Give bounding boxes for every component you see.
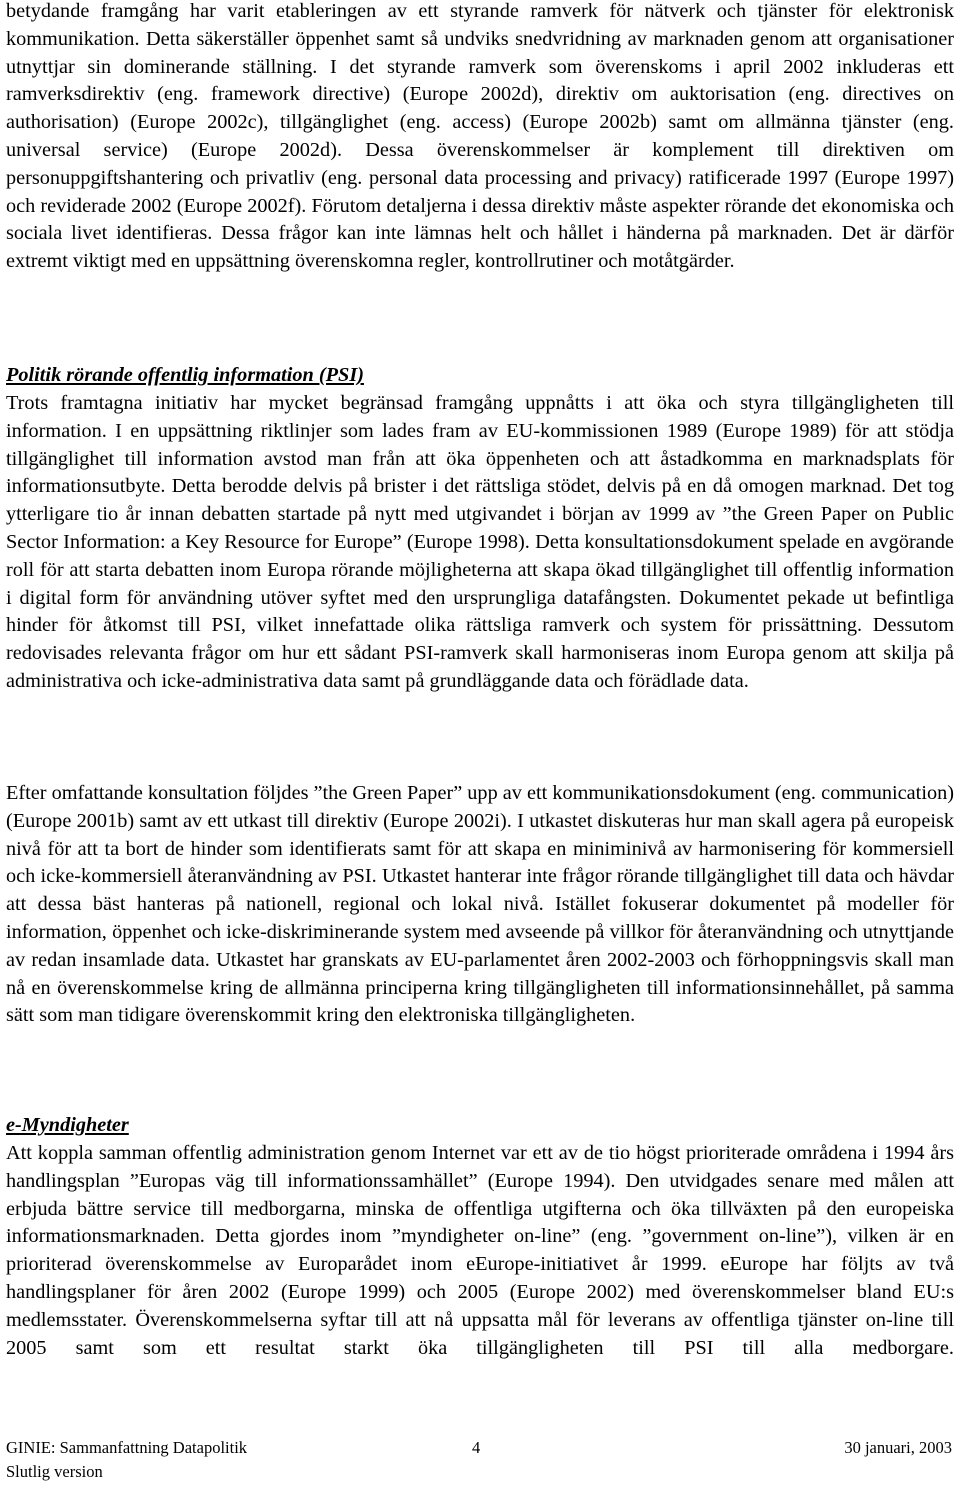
paragraph-psi-policy: Trots framtagna initiativ har mycket begränsad framgång uppnåtts i att öka och styra tillgängligheten till information. I en uppsättning riktlinjer som lades fram av EU-kommissionen 1989 (Europe 1989) för att stödja tillgänglighet till information avstod man från att öka öppenheten och att åstadkomma en marknadsplats för informationsutbyte. Detta berodde delvis på brister i det rättsliga stödet, delvis på en då omogen marknad. Det tog ytterligare tio år innan debatten startade på nytt med utgivandet i början av 1999 av ”the Green Paper on Public Sector Information: a Key Resource for Europe” (Europe 1998). Detta konsultationsdokument spelade en avgörande roll för att starta debatten inom Europa rörande möjligheterna att skapa ökad tillgänglighet till offentlig information i digital form för användning utöver syftet med den ursprungliga datafångsten. Dokumentet pekade ut befintliga hinder för åtkomst till PSI, vilket innefattade olika rättsliga ramverk och system för prissättning. Dessutom redovisades relevanta frågor om hur ett sådant PSI-ramverk skall harmoniseras inom Europa genom att skilja på administrativa och icke-administrativa data samt på grundläggande data och förädlade data. xyxy=(6,392,954,692)
page-footer xyxy=(6,1436,954,1492)
section-heading-e-myndigheter: e-Myndigheter xyxy=(6,1114,129,1136)
paragraph-regulatory-framework: betydande framgång har varit etableringen av ett styrande ramverk för nätverk och tjänster för elektronisk kommunikation. Detta säkerställer öppenhet samt så undviks snedvridning av marknaden genom att organisationer utnyttjar sin dominerande ställning. I det styrande ramverk som överenskoms i april 2002 inkluderas ett ramverksdirektiv (eng. framework directive) (Europe 2002d), direktiv om auktorisation (eng. directives on authorisation) (Europe 2002c), tillgänglighet (eng. access) (Europe 2002b) samt om allmänna tjänster (eng. universal service) (Europe 2002d). Dessa överenskommelser är komplement till direktiven om personuppgiftshantering och privatliv (eng. personal data processing and privacy) ratificerade 1997 (Europe 1997) och reviderade 2002 (Europe 2002f). Förutom detaljerna i dessa direktiv måste aspekter rörande det ekonomiska och sociala livet identifieras. Dessa frågor kan inte lämnas helt och hållet i händerna på marknaden. Det är därför extremt viktigt med en uppsättning överenskomna regler, kontrollrutiner och motåtgärder. xyxy=(6,0,954,273)
footer-date: 30 januari, 2003 xyxy=(844,1438,952,1457)
paragraph-e-government: Att koppla samman offentlig administration genom Internet var ett av de tio högst prioriterade områdena i 1994 års handlingsplan ”Europas väg till informationssamhället” (Europe 1994). Den utvidgades senare med målen att erbjuda bättre service till medborgarna, minska de offentliga utgifterna och öka tillväxten på den europeiska informationsmarknaden. Detta gjordes inom ”myndigheter on-line” (eng. ”government on-line”), vilken är en prioriterad överenskommelse av Europarådet inom eEurope-initiativet år 1999. eEurope har följts av två handlingsplaner för åren 2002 (Europe 1999) och 2005 (Europe 2002) med överenskommelser bland EU:s medlemsstater. Överenskommelserna syftar till att nå uppsatta mål för leverans av offentliga tjänster on-line till 2005 samt som ett resultat starkt öka tillgängligheten till PSI till alla medborgare. xyxy=(6,1142,954,1359)
paragraph-green-paper-followup: Efter omfattande konsultation följdes ”the Green Paper” upp av ett kommunikationsdokument (eng. communication) (Europe 2001b) samt av ett utkast till direktiv (Europe 2002i). I utkastet diskuteras hur man skall agera på europeisk nivå för att ta bort de hinder som identifierats samt för att skapa en miniminivå av harmonisering för kommersiell och icke-kommersiell återanvändning av PSI. Utkastet hanterar inte frågor rörande tillgänglighet till data och hävdar att dessa bäst hanteras på nationell, regional och lokal nivå. Istället fokuserar dokumentet på modeller för information, öppenhet och icke-diskriminerande system med avseende på villkor för återanvändning och utnyttjande av redan insamlade data. Utkastet har granskats av EU-parlamentet åren 2002-2003 och förhoppningsvis skall man nå en överenskommelse kring de allmänna principerna kring tillgängligheten till informationsinnehållet, på samma sätt som man tidigare överenskommit kring den elektroniska tillgängligheten. xyxy=(6,782,954,1027)
footer-line xyxy=(6,1436,954,1460)
footer-document-title: GINIE: Sammanfattning Datapolitik xyxy=(6,1438,248,1457)
footer-page-number: 4 xyxy=(472,1438,481,1457)
footer-version-status: Slutlig version xyxy=(6,1462,103,1481)
section-heading-psi: Politik rörande offentlig information (PSI) xyxy=(6,364,364,386)
